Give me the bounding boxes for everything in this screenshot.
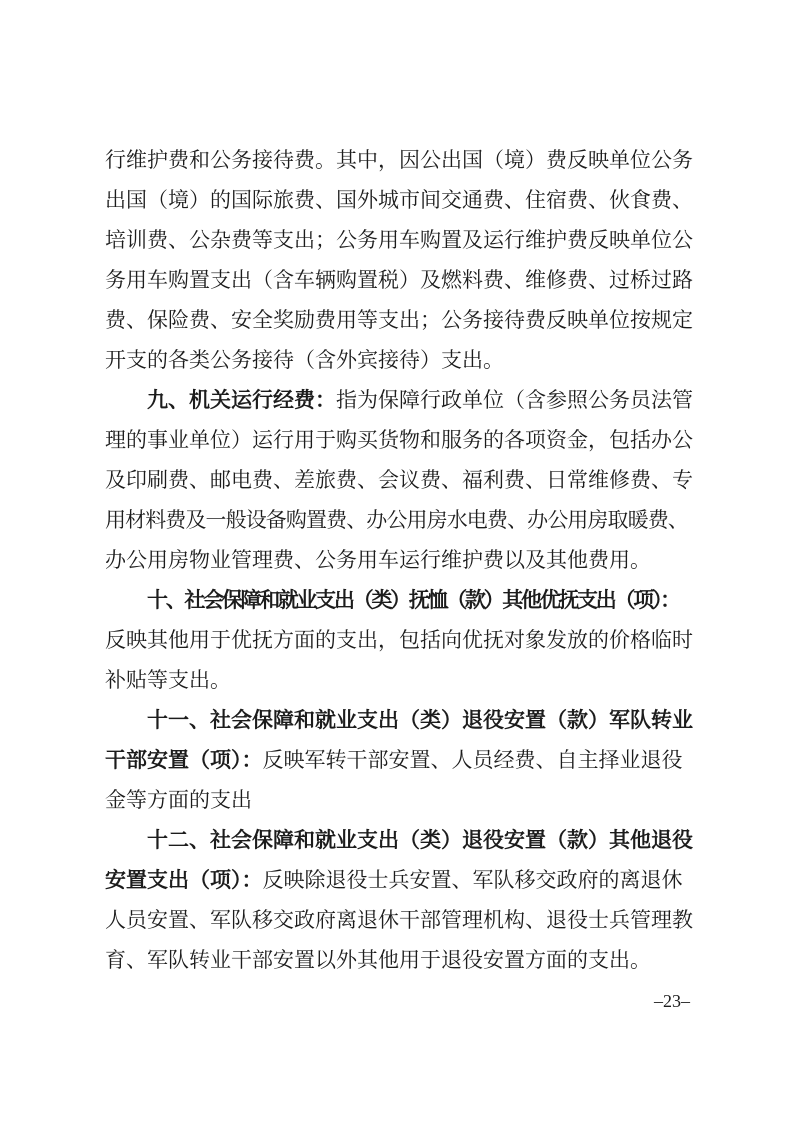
body-text: 理的事业单位）运行用于购买货物和服务的各项资金，包括办公 (105, 428, 693, 452)
text-line (105, 460, 693, 500)
text-line (105, 900, 693, 940)
heading-text: 九、机关运行经费： (147, 389, 336, 412)
page-number: –23– (654, 991, 690, 1011)
body-text: 人员安置、军队移交政府离退休干部管理机构、退役士兵管理教 (105, 908, 693, 932)
document-text-block (105, 140, 693, 980)
body-text: 务用车购置支出（含车辆购置税）及燃料费、维修费、过桥过路 (105, 268, 693, 292)
text-line (105, 340, 690, 380)
text-line (105, 420, 693, 460)
body-text: 金等方面的支出 (105, 788, 252, 812)
body-text: 培训费、公杂费等支出；公务用车购置及运行维护费反映单位公 (105, 228, 693, 252)
text-line (105, 940, 690, 980)
text-line (105, 140, 693, 180)
body-text: 费、保险费、安全奖励费用等支出；公务接待费反映单位按规定 (105, 308, 693, 332)
text-line-section-11 (105, 700, 693, 740)
text-line-section-12 (105, 820, 693, 860)
body-text: 育、军队转业干部安置以外其他用于退役安置方面的支出。 (105, 948, 651, 972)
body-text: 开支的各类公务接待（含外宾接待）支出。 (105, 348, 504, 372)
body-text: 及印刷费、邮电费、差旅费、会议费、福利费、日常维修费、专 (105, 468, 693, 492)
body-text: 补贴等支出。 (105, 668, 231, 692)
heading-text: 干部安置（项）： (105, 749, 263, 772)
text-line (105, 500, 690, 540)
body-text: 办公用房物业管理费、公务用车运行维护费以及其他费用。 (105, 548, 651, 572)
text-line (105, 660, 690, 700)
body-text: 反映其他用于优抚方面的支出，包括向优抚对象发放的价格临时 (105, 628, 693, 652)
text-line (105, 540, 690, 580)
heading-text: 十二、社会保障和就业支出（类）退役安置（款）其他退役 (147, 829, 693, 852)
body-text: 反映军转干部安置、人员经费、自主择业退役 (262, 748, 683, 772)
text-line (105, 300, 693, 340)
text-line (105, 620, 693, 660)
body-text: 指为保障行政单位（含参照公务员法管 (336, 388, 693, 412)
text-line (105, 860, 690, 900)
body-text: 行维护费和公务接待费。其中，因公出国（境）费反映单位公务 (105, 148, 693, 172)
text-line (105, 740, 690, 780)
heading-text: 安置支出（项）： (105, 869, 263, 892)
text-line-section-9 (105, 380, 693, 420)
heading-text: 十一、社会保障和就业支出（类）退役安置（款）军队转业 (147, 709, 693, 732)
body-text: 用材料费及一般设备购置费、办公用房水电费、办公用房取暖费、 (105, 508, 688, 532)
heading-text: 十、社会保障和就业支出（类）抚恤（款）其他优抚支出（项）： (147, 589, 679, 612)
text-line (105, 780, 690, 820)
text-line (105, 180, 693, 220)
body-text: 出国（境）的国际旅费、国外城市间交通费、住宿费、伙食费、 (105, 188, 693, 212)
text-line-section-10 (105, 580, 690, 620)
text-line (105, 260, 693, 300)
text-line (105, 220, 693, 260)
body-text: 反映除退役士兵安置、军队移交政府的离退休 (262, 868, 683, 892)
